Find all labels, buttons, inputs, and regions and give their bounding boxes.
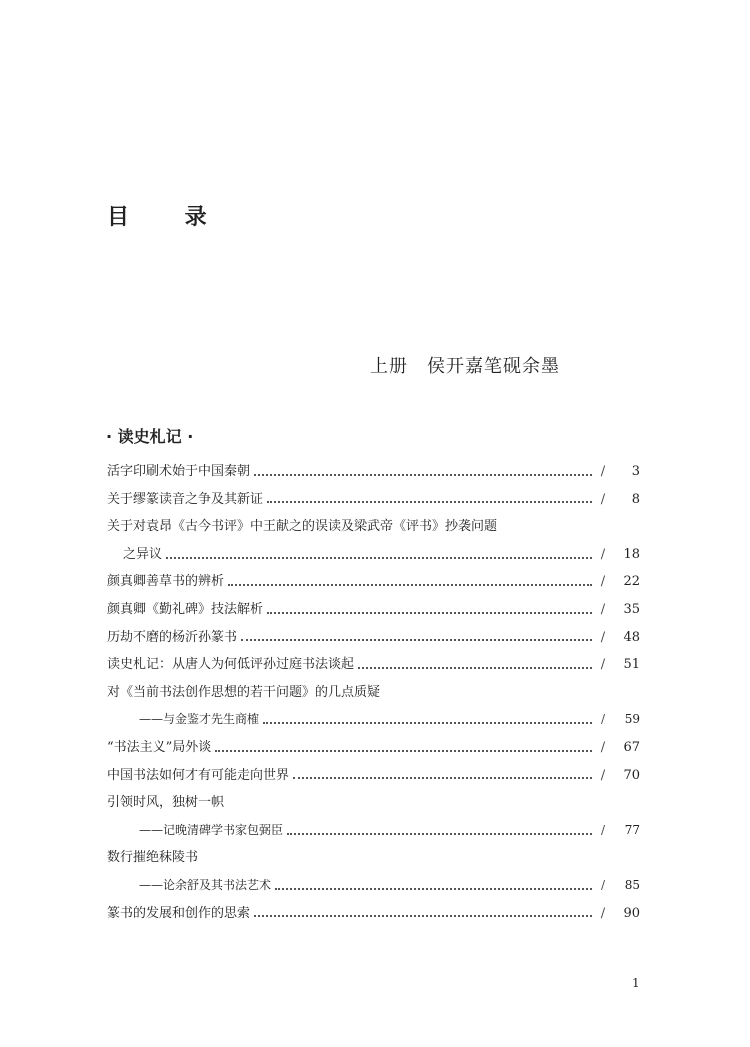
page-separator: /	[600, 739, 606, 755]
toc-entry-title: 关于缪篆读音之争及其新证	[107, 491, 264, 507]
table-of-contents	[107, 458, 640, 927]
toc-entry-subtitle	[107, 817, 640, 845]
toc-entry-page: 22	[623, 574, 640, 590]
toc-entry-title: 中国书法如何才有可能走向世界	[107, 767, 290, 783]
toc-entry-title: 关于对袁昂《古今书评》中王献之的误读及梁武帝《评书》抄袭问题	[107, 519, 498, 535]
dot-leader	[358, 667, 592, 669]
page-separator: /	[600, 822, 606, 837]
toc-entry	[107, 762, 640, 790]
toc-entry	[107, 651, 640, 679]
toc-entry-page: 51	[623, 657, 640, 673]
page-title: 目 录	[107, 205, 231, 230]
toc-entry-page: 8	[631, 491, 640, 507]
dot-leader	[263, 722, 592, 724]
toc-entry-title: 历劫不磨的杨沂孙篆书	[107, 629, 238, 645]
toc-entry-page: 70	[623, 767, 640, 783]
toc-entry	[107, 568, 640, 596]
toc-entry-title: 之异议	[123, 546, 163, 562]
dot-leader	[275, 888, 592, 890]
dot-leader	[267, 612, 592, 614]
dot-leader	[228, 584, 592, 586]
toc-entry	[107, 458, 640, 486]
dot-leader	[241, 639, 592, 641]
page-number: 1	[632, 976, 640, 990]
toc-entry	[107, 844, 640, 872]
page-separator: /	[600, 905, 606, 921]
toc-entry-title: 引领时风，独树一帜	[107, 795, 225, 811]
toc-entry-subtitle	[107, 872, 640, 900]
page-separator: /	[600, 629, 606, 645]
toc-entry	[107, 679, 640, 707]
toc-entry-page: 85	[624, 877, 640, 892]
page-separator: /	[600, 491, 606, 507]
page-separator: /	[600, 601, 606, 617]
toc-entry-title: 活字印刷术始于中国秦朝	[107, 464, 251, 479]
toc-entry-page: 18	[623, 546, 640, 562]
toc-entry-title: ——记晚清碑学书家包弼臣	[139, 822, 284, 837]
dot-leader	[254, 915, 592, 917]
volume-title: 上册 侯开嘉笔砚余墨	[370, 356, 560, 377]
toc-entry	[107, 596, 640, 624]
page-separator: /	[600, 767, 606, 783]
toc-entry	[107, 900, 640, 928]
toc-entry	[107, 513, 640, 541]
dot-leader	[215, 750, 592, 752]
toc-entry-continuation	[107, 541, 640, 569]
toc-entry-title: 数行摧绝秣陵书	[107, 850, 199, 866]
toc-entry-title: “书法主义”局外谈	[107, 739, 212, 755]
page-separator: /	[600, 657, 606, 673]
toc-entry	[107, 624, 640, 652]
toc-entry-subtitle	[107, 706, 640, 734]
toc-entry-title: ——与金鉴才先生商榷	[139, 712, 260, 727]
page-separator: /	[600, 464, 606, 479]
toc-entry-page: 35	[623, 601, 640, 617]
toc-entry-title: ——论余舒及其书法艺术	[139, 877, 272, 892]
page-separator: /	[600, 546, 606, 562]
page-separator: /	[600, 877, 606, 892]
toc-entry	[107, 734, 640, 762]
dot-leader	[293, 777, 592, 779]
toc-entry-page: 90	[623, 905, 640, 921]
dot-leader	[287, 833, 592, 835]
toc-entry-page: 48	[623, 629, 640, 645]
toc-entry-title: 篆书的发展和创作的思索	[107, 905, 251, 921]
toc-entry-title: 读史札记：从唐人为何低评孙过庭书法谈起	[107, 657, 355, 673]
dot-leader	[166, 557, 592, 559]
section-heading: · 读史札记 ·	[106, 427, 194, 446]
dot-leader	[254, 474, 592, 476]
toc-entry	[107, 789, 640, 817]
dot-leader	[267, 501, 592, 503]
toc-entry-page: 67	[623, 739, 640, 755]
toc-entry-title: 颜真卿《勤礼碑》技法解析	[107, 601, 264, 617]
page-separator: /	[600, 712, 606, 727]
toc-entry-title: 对《当前书法创作思想的若干问题》的几点质疑	[107, 684, 381, 700]
toc-entry-title: 颜真卿善草书的辨析	[107, 574, 225, 590]
toc-entry	[107, 486, 640, 514]
page-separator: /	[600, 574, 606, 590]
toc-entry-page: 77	[624, 822, 640, 837]
toc-entry-page: 3	[631, 464, 640, 479]
toc-entry-page: 59	[624, 712, 640, 727]
